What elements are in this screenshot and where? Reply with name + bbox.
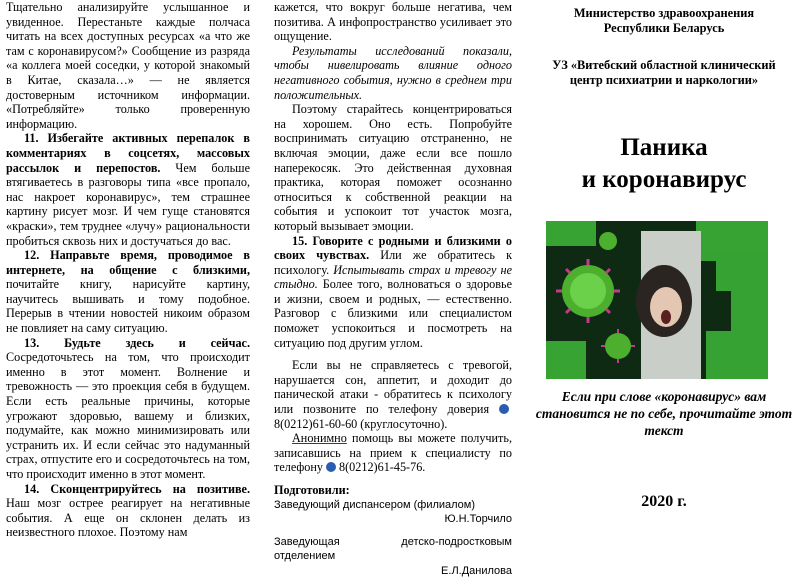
tip-15: 15. Говорите с родными и близкими о своих чувствах. Или же обратитесь к психологу. Испытывать страх и тревогу не стыдно. Более того, волноваться о здоровье и жизни, своем и родных, — естественно. Разговор с близкими или специалистом поможет успокоиться и посмотреть на ситуацию под другим углом. bbox=[274, 233, 512, 350]
signatory-1-role: Заведующий диспансером (филиалом) bbox=[274, 498, 476, 511]
paragraph-anonymous: Анонимно помощь вы можете получить, записавшись на прием к специалисту по телефону 8(0212)61-45-76. bbox=[274, 431, 512, 475]
phone-icon bbox=[499, 404, 509, 414]
paragraph-research: Результаты исследований показали, чтобы нивелировать влияние одного негативного события, нужно в среднем три положительных. bbox=[274, 43, 512, 102]
signatory-1-name: Ю.Н.Торчило bbox=[444, 513, 512, 526]
brochure-title: Паника и коронавирус bbox=[581, 134, 747, 193]
cover-year: 2020 г. bbox=[641, 493, 687, 510]
prepared-by-label: Подготовили: bbox=[274, 483, 350, 497]
cover-tagline: Если при слове «коронавирус» вам становится не по себе, прочитайте этот текст bbox=[535, 389, 793, 438]
column-middle bbox=[274, 0, 512, 579]
helpline-phone: 8(0212)61-60-60 (круглосуточно). bbox=[274, 416, 448, 431]
ministry-heading: Министерство здравоохранения Республики Беларусь bbox=[573, 6, 755, 35]
signatory-2-name: Е.Л.Данилова bbox=[441, 564, 512, 577]
phone-icon bbox=[326, 462, 336, 472]
tip-11: 11. Избегайте активных перепалок в комментариях в соцсетях, массовых рассылок и перепостов. Чем больше втягиваетесь в разговоры типа «все пропало, нас накроет коронавирус», тем страшнее картину рисует мозг. И чем гуще становятся «краски», тем труднее «лучу» рациональности пробиться сквозь них и достучаться до вас. bbox=[6, 131, 250, 248]
paragraph-helpline: Если вы не справляетесь с тревогой, нарушается сон, аппетит, и доходит до панической атаки - обратитесь к психологу или позвоните по телефону доверия 8(0212)61-60-60 (круглосуточно). bbox=[274, 358, 512, 431]
tip-14: 14. Сконцентрируйтесь на позитиве. Наш мозг острее реагирует на негативные события. А еще он склонен делать из неизвестного плохое. Поэтому нам bbox=[6, 481, 250, 540]
institution-heading: УЗ «Витебский областной клинический центр психиатрии и наркологии» bbox=[552, 58, 776, 87]
specialist-phone: 8(0212)61-45-76. bbox=[339, 460, 426, 475]
virus-icon bbox=[599, 232, 617, 250]
tip-13: 13. Будьте здесь и сейчас. Сосредоточьтесь на том, что происходит именно в этот момент. Волнение и тревожность — это проекция себя в будущем. Если есть реальные причины, которые угрожают здоровью, вашему и близких, подумайте, как можно минимизировать или устранить их. И если сейчас это надуманный страх, отпустите его и сосредоточьтесь на том, что происходит именно в этот момент. bbox=[6, 335, 250, 481]
column-left bbox=[6, 0, 250, 540]
panic-virus-image bbox=[546, 221, 768, 379]
paragraph-verify-info: Тщательно анализируйте услышанное и увиденное. Перестаньте каждые полчаса читать на всех доступных ресурсах «а что же там с коронавирусом?» Сообщение из разряда «а коллега моей соседки, у которой знакомый в Китае, сказала…» — не является достоверным источником информации. «Потребляйте» только проверенную информацию. bbox=[6, 0, 250, 131]
coronavirus-illustration bbox=[546, 221, 768, 379]
paragraph-negativity: кажется, что вокруг больше негатива, чем позитива. А инфопространство усиливает это ощущение. bbox=[274, 0, 512, 44]
paragraph-concentrate: Поэтому старайтесь концентрироваться на хорошем. Оно есть. Попробуйте воспринимать ситуацию отстраненно, не включая эмоции, даже если все пошло наперекосяк. Это действенная духовная практика, которая поможет осознанно относиться к собственной реакции на события и успокоит тот участок мозга, который вызывает эмоции. bbox=[274, 102, 512, 233]
signatory-2-role: Заведующая детско-подростковым отделением bbox=[274, 535, 512, 563]
tip-12: 12. Направьте время, проводимое в интернете, на общение с близкими, почитайте книгу, нарисуйте картину, научитесь вышивать и тому подобное. Перерыв в чтении новостей никоим образом не повлияет на саму ситуацию. bbox=[6, 248, 250, 336]
